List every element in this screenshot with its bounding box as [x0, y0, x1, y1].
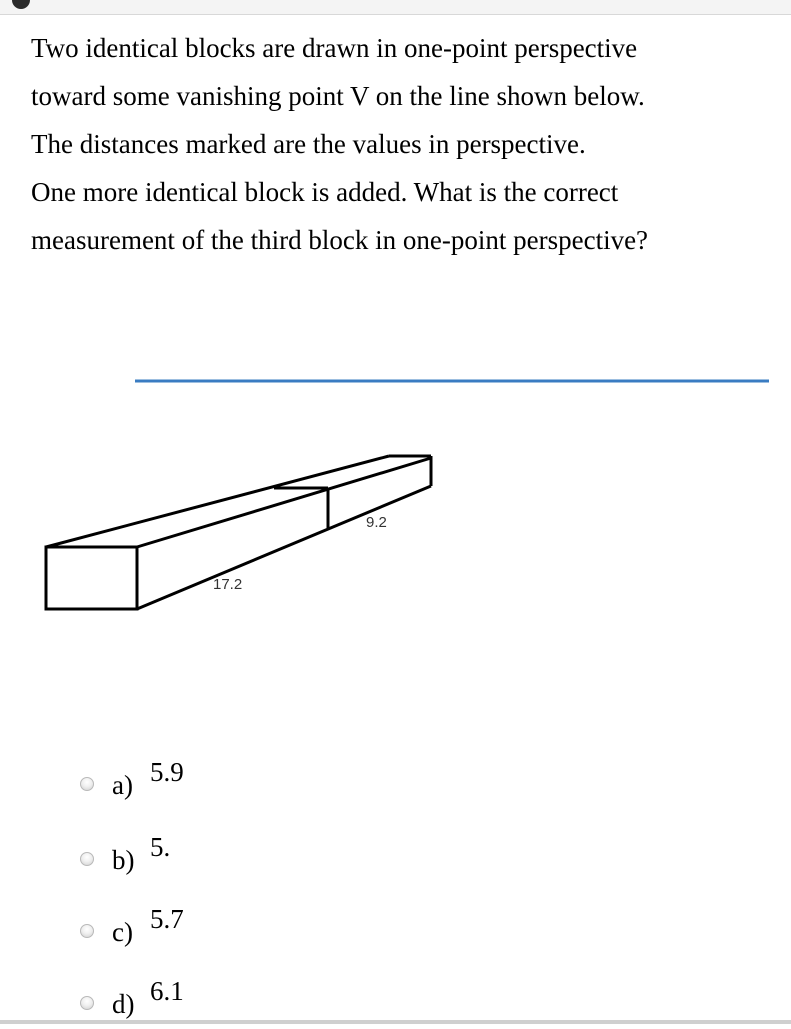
- option-a-radio[interactable]: [80, 777, 94, 791]
- option-c-value: 5.7: [150, 904, 184, 934]
- second-block-length-label: 9.2: [366, 514, 387, 531]
- option-c[interactable]: [80, 904, 280, 957]
- option-b-letter: b): [112, 845, 135, 875]
- first-block-length-label: 17.2: [213, 576, 243, 593]
- question-line: Two identical blocks are drawn in one-point perspective: [31, 33, 638, 63]
- question-line: One more identical block is added. What is the correct: [31, 177, 619, 207]
- option-d-radio[interactable]: [80, 996, 94, 1010]
- option-a-value: 5.9: [150, 757, 184, 787]
- option-a[interactable]: [80, 757, 280, 810]
- top-left-receding-edge: [46, 456, 389, 547]
- bottom-receding-edge: [137, 486, 431, 609]
- question-line: toward some vanishing point V on the line shown below.: [31, 81, 645, 111]
- option-c-letter: c): [112, 917, 133, 947]
- question-line: The distances marked are the values in perspective.: [31, 129, 586, 159]
- option-b[interactable]: [80, 832, 280, 885]
- top-right-receding-edge: [137, 458, 431, 547]
- option-c-radio[interactable]: [80, 924, 94, 938]
- first-block-front-face: [46, 547, 137, 609]
- option-d-value: 6.1: [150, 976, 184, 1006]
- option-a-letter: a): [112, 770, 133, 800]
- bottom-divider: [0, 1020, 791, 1024]
- option-d-letter: d): [112, 989, 135, 1019]
- question-line: measurement of the third block in one-point perspective?: [31, 225, 649, 255]
- option-b-radio[interactable]: [80, 852, 94, 866]
- option-b-value: 5.: [150, 832, 171, 862]
